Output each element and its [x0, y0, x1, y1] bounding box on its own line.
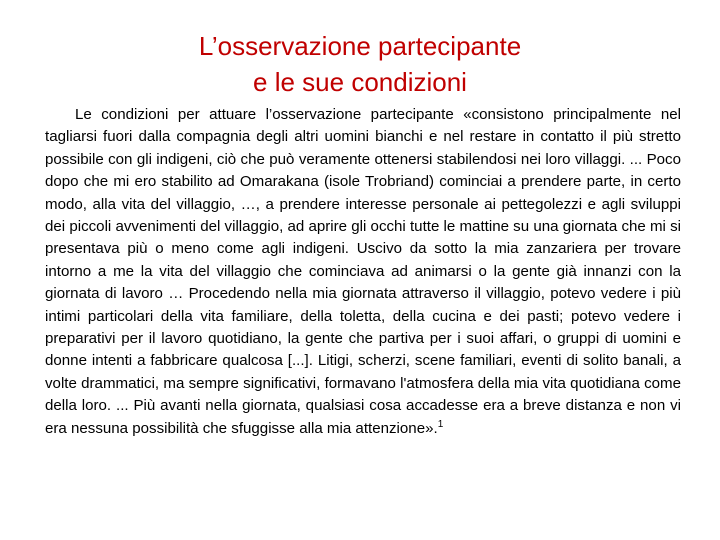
- body-paragraph: [45, 104, 681, 440]
- quote-text: Le condizioni per attuare l’osservazione partecipante «consistono principalmente nel tagliarsi fuori dalla compagnia degli altri uomini bianchi e nel restare in contatto il più stretto possibile con gli indigeni, ciò che può veramente ottenersi stabilendosi nei loro villaggi. ... Poco dopo che mi ero stabilito ad Omarakana (isole Trobriand) cominciai a prendere parte, in certo modo, alla vita del villaggio, …, a prendere interesse personale ai pettegolezzi e agli sviluppi dei piccoli avvenimenti del villaggio, ad aprire gli occhi tutte le mattine su una giornata che mi si presentava più o meno come agli indigeni. Uscivo da sotto la mia zanzariera per trovare intorno a me la vita del villaggio che cominciava ad animarsi o la gente già innanzi con la giornata di lavoro … Procedendo nella mia giornata attraverso il villaggio, potevo vedere i più intimi particolari della vita familiare, della toletta, della cucina e dei pasti; potevo vedere i preparativi per il lavoro quotidiano, la gente che partiva per i suoi affari, o gruppi di uomini e donne intenti a fabbricare qualcosa [...]. Litigi, scherzi, scene familiari, eventi di solito banali, a volte drammatici, ma sempre significativi, formavano l'atmosfera della mia vita quotidiana come della loro. ... Più avanti nella giornata, qualsiasi cosa accadesse era a breve distanza e non vi era nessuna possibilità che sfuggisse alla mia attenzione».: [45, 106, 681, 437]
- title-line-1: L’osservazione partecipante: [198, 31, 522, 62]
- slide-title: [60, 29, 660, 101]
- title-line-2: e le sue condizioni: [253, 67, 467, 98]
- footnote-marker: 1: [437, 418, 444, 430]
